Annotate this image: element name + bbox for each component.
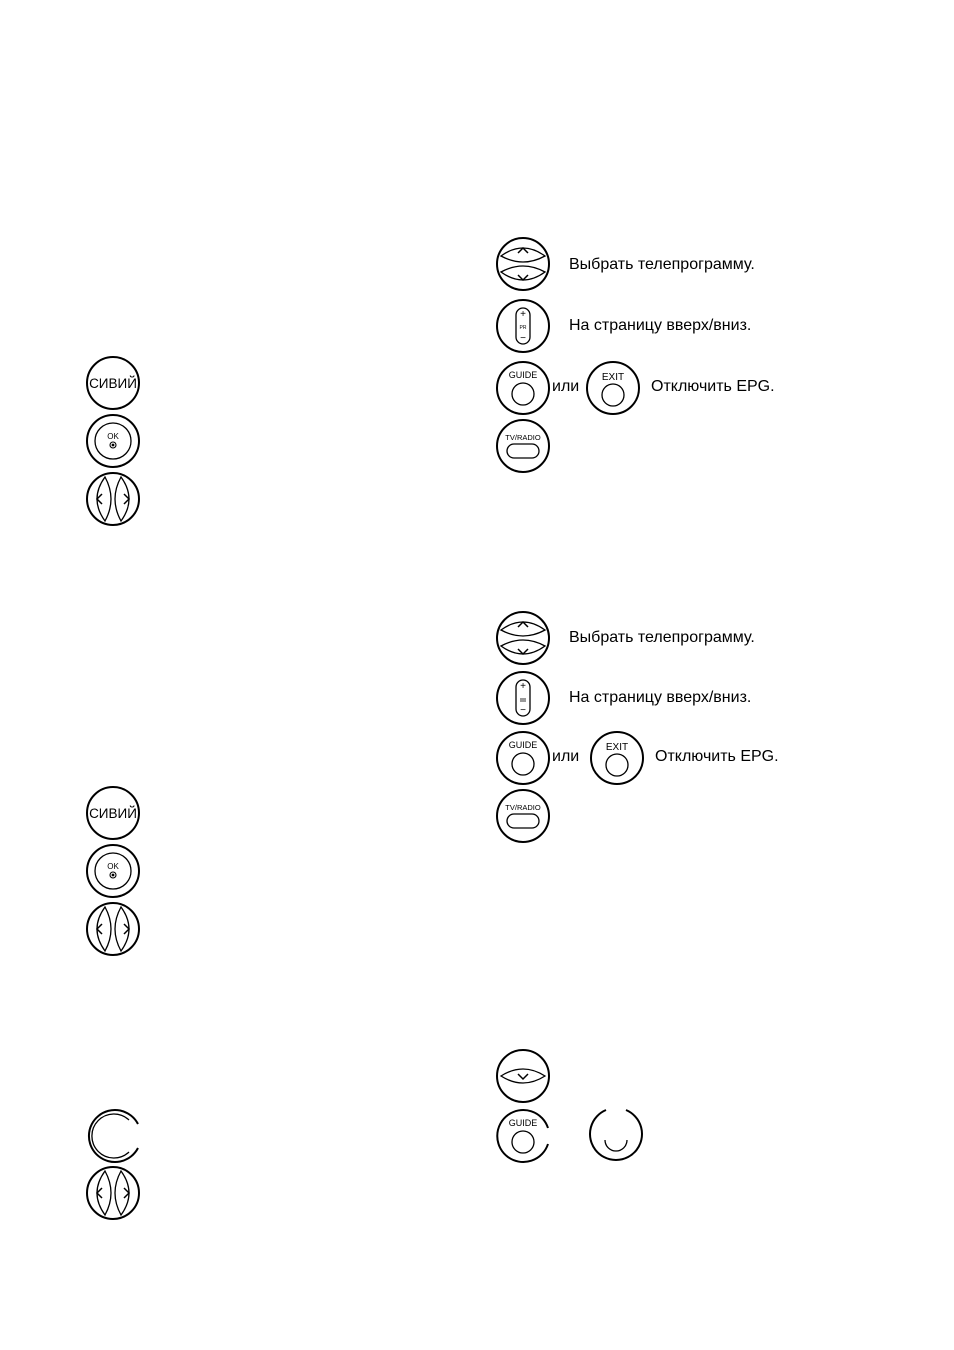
- select-program-label: Выбрать телепрограмму.: [569, 629, 755, 646]
- partial-circle-icon: [85, 1108, 141, 1164]
- pr-plus-minus-button[interactable]: [495, 670, 551, 726]
- guide-button[interactable]: [495, 730, 551, 786]
- svg-text:−: −: [520, 705, 526, 716]
- guide-text: GUIDE: [508, 1118, 538, 1128]
- left-right-nav-button[interactable]: [85, 471, 141, 527]
- disable-epg-label: Отключить EPG.: [655, 748, 779, 765]
- guide-text: GUIDE: [508, 740, 538, 750]
- partial-round-key-icon: [588, 1106, 644, 1162]
- colour-button[interactable]: [85, 355, 141, 411]
- exit-button[interactable]: [589, 730, 645, 786]
- round-key-icon: [512, 1131, 534, 1153]
- exit-button[interactable]: [585, 360, 641, 416]
- svg-text:+: +: [520, 681, 526, 692]
- pr-plus-minus-button[interactable]: [495, 298, 551, 354]
- ok-button[interactable]: [85, 843, 141, 899]
- exit-text: EXIT: [601, 372, 625, 383]
- page-up-down-label: На страницу вверх/вниз.: [569, 317, 752, 334]
- left-right-arrows-icon: [85, 471, 141, 527]
- guide-button[interactable]: [495, 360, 551, 416]
- round-key-icon: [512, 383, 534, 405]
- left-right-arrows-icon: [85, 1165, 141, 1221]
- left-right-nav-button[interactable]: [85, 1165, 141, 1221]
- round-key-icon: [512, 753, 534, 775]
- disable-epg-label: Отключить EPG.: [651, 378, 775, 395]
- pill-key-icon: [507, 444, 539, 458]
- left-right-arrows-icon: [85, 901, 141, 957]
- up-down-arrows-icon: [495, 610, 551, 666]
- tv-radio-text: TV/RADIO: [505, 433, 541, 442]
- pr-rocker-icon: [495, 298, 551, 354]
- guide-text: GUIDE: [508, 370, 538, 380]
- partial-round-button[interactable]: [588, 1106, 644, 1162]
- tv-radio-button[interactable]: [495, 788, 551, 844]
- round-key-icon: [606, 754, 628, 776]
- select-program-label: Выбрать телепрограмму.: [569, 256, 755, 273]
- ok-button[interactable]: [85, 413, 141, 469]
- tv-radio-button[interactable]: [495, 418, 551, 474]
- colour-text: СИВИЙ: [89, 806, 137, 821]
- svg-text:−: −: [520, 333, 526, 344]
- left-right-nav-button[interactable]: [85, 901, 141, 957]
- ok-text: OK: [107, 862, 119, 871]
- exit-text: EXIT: [605, 742, 629, 753]
- down-nav-button[interactable]: [495, 1048, 551, 1104]
- guide-button[interactable]: [495, 1108, 551, 1164]
- ok-text: OK: [107, 432, 119, 441]
- colour-text: СИВИЙ: [89, 376, 137, 391]
- down-arrow-icon: [495, 1048, 551, 1104]
- colour-button[interactable]: [85, 785, 141, 841]
- up-down-nav-button[interactable]: [495, 236, 551, 292]
- tv-radio-text: TV/RADIO: [505, 803, 541, 812]
- pr-text: PR: [519, 325, 527, 331]
- svg-text:+: +: [520, 309, 526, 320]
- round-key-icon: [602, 384, 624, 406]
- page-up-down-label: На страницу вверх/вниз.: [569, 689, 752, 706]
- pill-key-icon: [507, 814, 539, 828]
- pr-rocker-icon: [495, 670, 551, 726]
- up-down-arrows-icon: [495, 236, 551, 292]
- up-down-nav-button[interactable]: [495, 610, 551, 666]
- or-label: или: [552, 378, 580, 395]
- or-label: или: [552, 748, 580, 765]
- partial-round-button[interactable]: [85, 1108, 141, 1164]
